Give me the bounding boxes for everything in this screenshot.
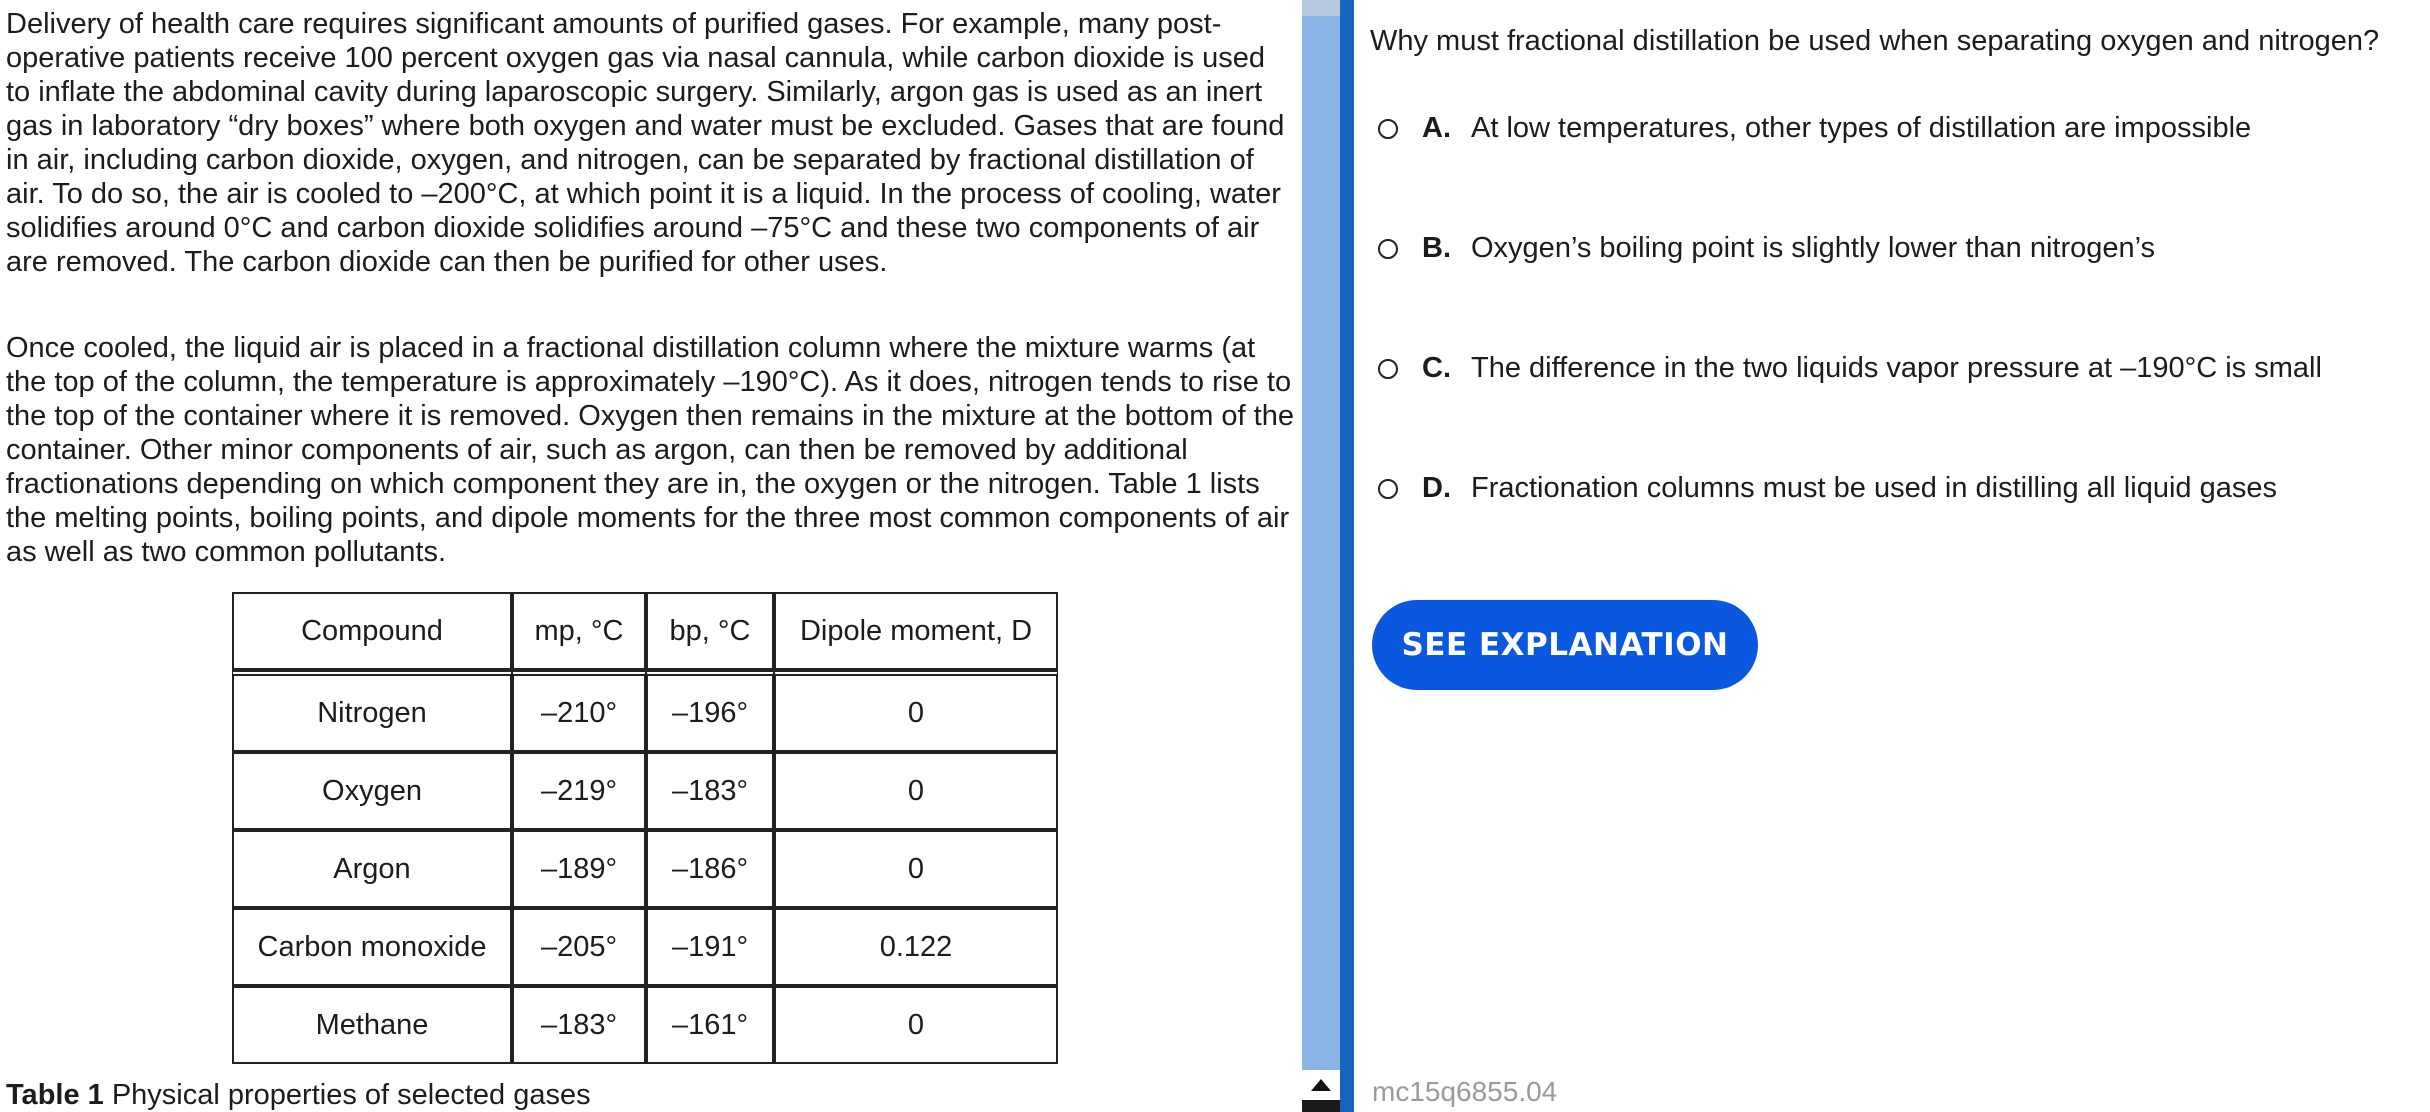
scroll-up-button[interactable]	[1302, 1070, 1340, 1100]
table-cell: 0	[774, 986, 1058, 1064]
table-cell: Oxygen	[232, 752, 512, 830]
table-row	[232, 670, 1058, 752]
caption-text: Physical properties of selected gases	[103, 1079, 591, 1111]
option-text: The difference in the two liquids vapor pressure at –190°C is small	[1471, 352, 2322, 384]
triangle-up-icon	[1310, 1078, 1332, 1092]
splitter-top	[1302, 0, 1340, 16]
table-cell: –196°	[646, 670, 774, 752]
passage-paragraph: Once cooled, the liquid air is placed in a fractional distillation column where the mixture warms (at the top of the column, the temperature is approximately –190°C). As it does, nitrogen tends to rise to the top of the container where it is removed. Oxygen then remains in the mixture at the bottom of the container. Other minor components of air, such as argon, can then be removed by additional fractionations depending on which component they are in, the oxygen or the nitrogen. Table 1 lists the melting points, boiling points, and dipole moments for the three most common components of air as well as two common pollutants.	[6, 332, 1294, 568]
table-cell: 0	[774, 670, 1058, 752]
table-cell: 0.122	[774, 908, 1058, 986]
option-letter: B.	[1422, 232, 1451, 264]
table-row	[232, 830, 1058, 908]
item-id: mc15q6855.04	[1372, 1076, 1558, 1107]
table-cell: 0	[774, 752, 1058, 830]
scroll-down-button[interactable]	[1302, 1100, 1340, 1112]
option-letter: D.	[1422, 472, 1451, 504]
table-cell: –205°	[512, 908, 646, 986]
radio-button[interactable]	[1378, 479, 1398, 499]
table-cell: –161°	[646, 986, 774, 1064]
table-cell: –186°	[646, 830, 774, 908]
table-cell: Nitrogen	[232, 670, 512, 752]
option-text: Fractionation columns must be used in distilling all liquid gases	[1471, 472, 2277, 504]
column-header: bp, °C	[646, 592, 774, 670]
option-letter: A.	[1422, 112, 1451, 144]
table-cell: –210°	[512, 670, 646, 752]
caption-label: Table 1	[6, 1079, 104, 1111]
table-cell: 0	[774, 830, 1058, 908]
question-pane	[1354, 0, 2430, 1112]
table-cell: Methane	[232, 986, 512, 1064]
table-cell: –219°	[512, 752, 646, 830]
column-header: Compound	[232, 592, 512, 670]
column-header: mp, °C	[512, 592, 646, 670]
option-text: Oxygen’s boiling point is slightly lower than nitrogen’s	[1471, 232, 2156, 264]
table-row	[232, 908, 1058, 986]
answer-option-d[interactable]	[1378, 472, 2277, 505]
radio-button[interactable]	[1378, 359, 1398, 379]
table-row	[232, 752, 1058, 830]
splitter-divider[interactable]	[1340, 0, 1354, 1112]
passage-paragraph: Delivery of health care requires significant amounts of purified gases. For example, many post-operative patients receive 100 percent oxygen gas via nasal cannula, while carbon dioxide is used to inflate the abdominal cavity during laparoscopic surgery. Similarly, argon gas is used as an inert gas in laboratory “dry boxes” where both oxygen and water must be excluded. Gases that are found in air, including carbon dioxide, oxygen, and nitrogen, can be separated by fractional distillation of air. To do so, the air is cooled to –200°C, at which point it is a liquid. In the process of cooling, water solidifies around 0°C and carbon dioxide solidifies around –75°C and these two components of air are removed. The carbon dioxide can then be purified for other uses.	[6, 8, 1285, 278]
answer-option-a[interactable]	[1378, 112, 2251, 145]
table-cell: Argon	[232, 830, 512, 908]
option-text: At low temperatures, other types of distillation are impossible	[1471, 112, 2252, 144]
table-caption	[6, 1078, 591, 1112]
pane-splitter[interactable]	[1302, 0, 1340, 1112]
table-cell: –183°	[512, 986, 646, 1064]
table-cell: –189°	[512, 830, 646, 908]
table-header-row	[232, 592, 1058, 670]
answer-option-c[interactable]	[1378, 352, 2322, 385]
table-cell: Carbon monoxide	[232, 908, 512, 986]
table-cell: –183°	[646, 752, 774, 830]
radio-button[interactable]	[1378, 239, 1398, 259]
see-explanation-button[interactable]: SEE EXPLANATION	[1372, 600, 1758, 690]
properties-table	[232, 592, 1058, 1064]
table-cell: –191°	[646, 908, 774, 986]
column-header: Dipole moment, D	[774, 592, 1058, 670]
answer-option-b[interactable]	[1378, 232, 2155, 265]
table-row	[232, 986, 1058, 1064]
option-letter: C.	[1422, 352, 1451, 384]
radio-button[interactable]	[1378, 119, 1398, 139]
question-stem: Why must fractional distillation be used when separating oxygen and nitrogen?	[1370, 25, 2380, 57]
